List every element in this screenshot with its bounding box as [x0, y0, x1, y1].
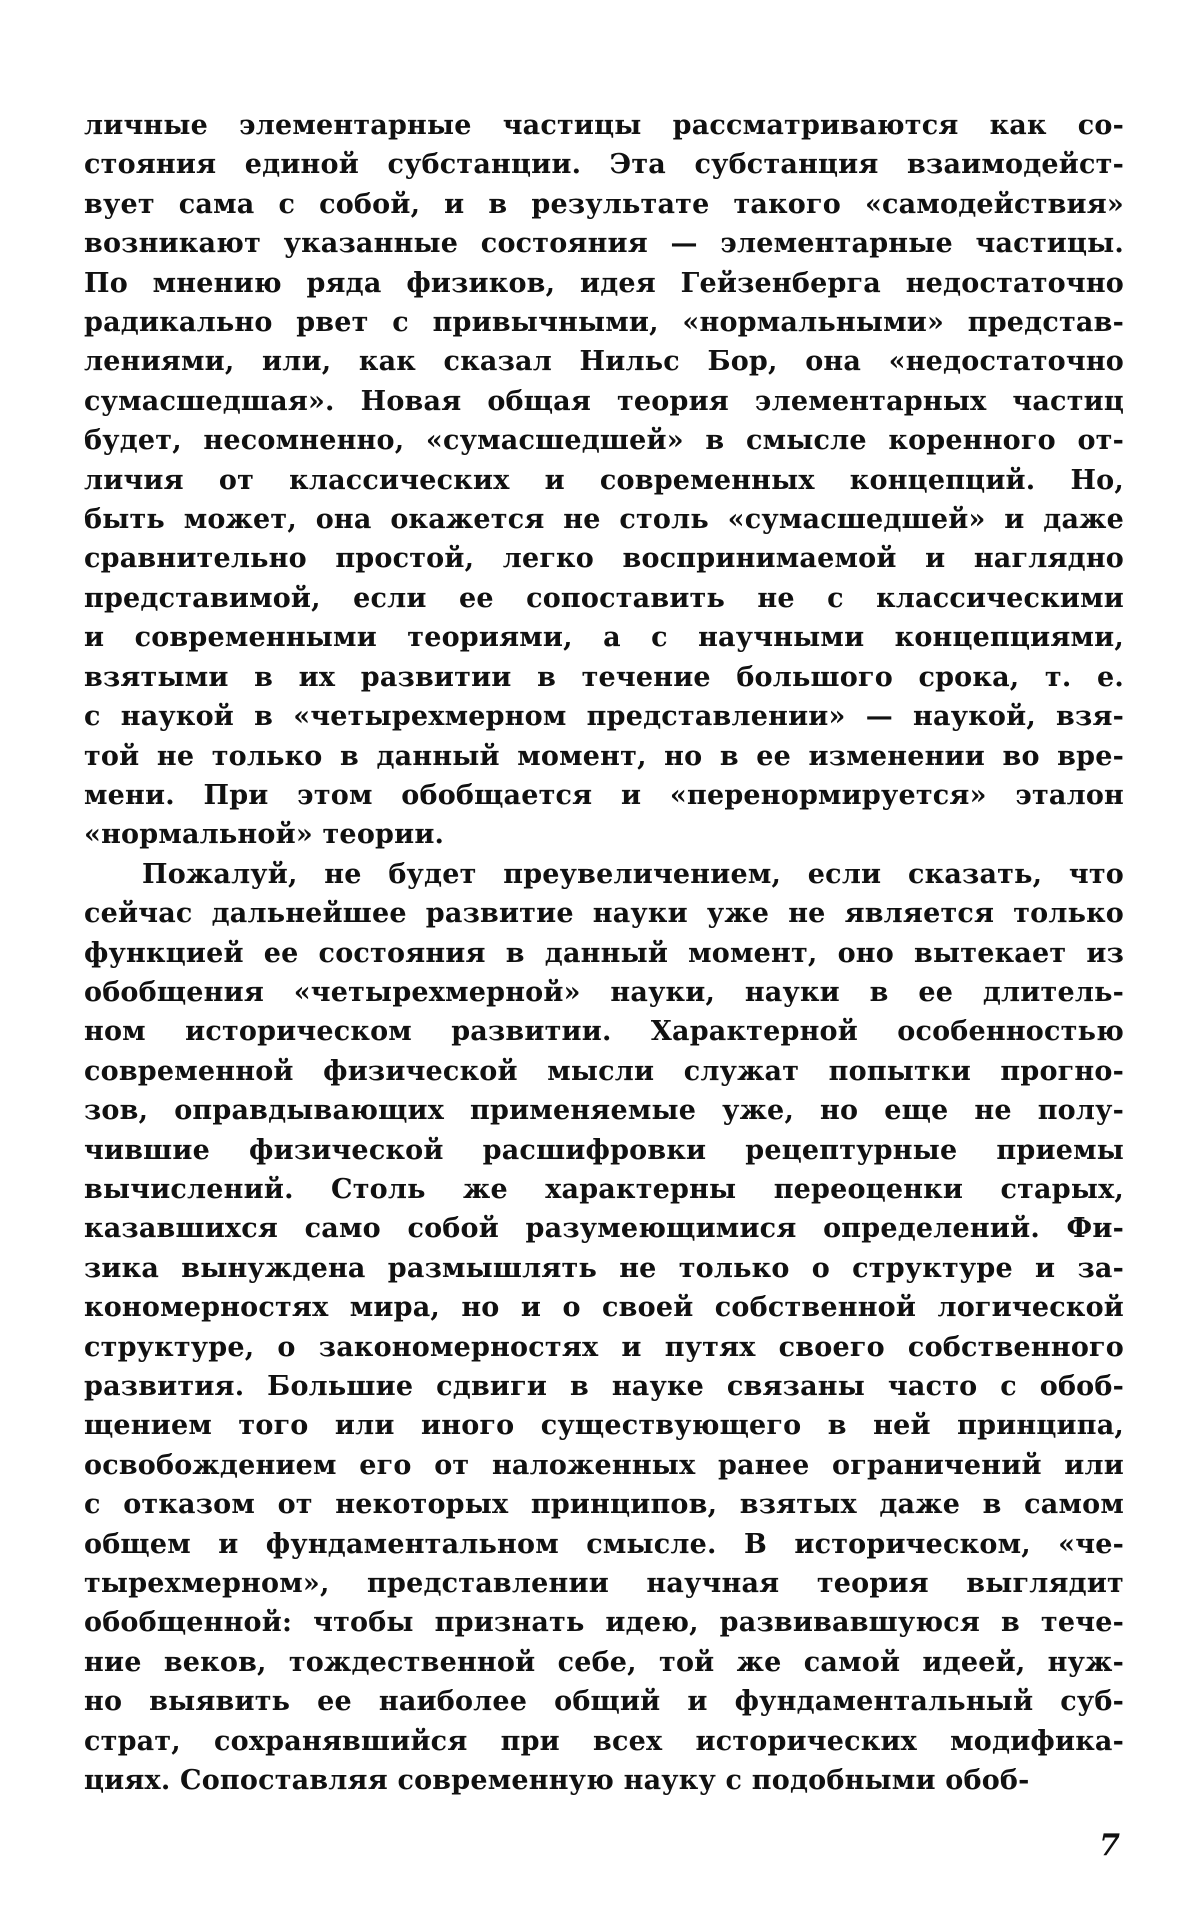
text-line: но выявить ее наиболее общий и фундаментальный суб- [84, 1686, 1124, 1718]
text-line: сумасшедшая». Новая общая теория элементарных частиц [84, 385, 1124, 417]
text-line: кономерностях мира, но и о своей собственной логической [84, 1292, 1124, 1324]
text-line: современной физической мысли служат попытки прогно- [84, 1055, 1124, 1087]
text-line: взятыми в их развитии в течение большого срока, т. е. [84, 661, 1124, 693]
paragraph-2 [84, 855, 1124, 1801]
text-line: щением того или иного существующего в ней принципа, [84, 1410, 1124, 1442]
text-line: чившие физической расшифровки рецептурные приемы [84, 1134, 1124, 1166]
text-line: будет, несомненно, «сумасшедшей» в смысле коренного от- [84, 425, 1124, 457]
text-line: возникают указанные состояния — элементарные частицы. [84, 228, 1124, 260]
text-line: обобщения «четырехмерной» науки, науки в ее длитель- [84, 976, 1124, 1008]
text-line: структуре, о закономерностях и путях своего собственного [84, 1331, 1124, 1363]
text-line: с отказом от некоторых принципов, взятых даже в самом [84, 1489, 1124, 1521]
text-line: «нормальной» теории. [84, 819, 445, 851]
text-line: лениями, или, как сказал Нильс Бор, она «недостаточно [84, 346, 1124, 378]
text-line: с наукой в «четырехмерном представлении» — наукой, взя- [84, 701, 1124, 733]
text-line: сравнительно простой, легко воспринимаемой и наглядно [84, 543, 1124, 575]
text-line: обобщенной: чтобы признать идею, развивавшуюся в тече- [84, 1607, 1124, 1639]
text-line: личия от классических и современных концепций. Но, [84, 464, 1124, 496]
text-line: мени. При этом обобщается и «перенормируется» эталон [84, 779, 1124, 811]
paragraph-1 [84, 106, 1124, 855]
text-line: той не только в данный момент, но в ее изменении во вре- [84, 740, 1124, 772]
text-line: страт, сохранявшийся при всех исторических модифика- [84, 1725, 1124, 1757]
text-line: вычислений. Столь же характерны переоценки старых, [84, 1173, 1124, 1205]
text-line: представимой, если ее сопоставить не с классическими [84, 582, 1124, 614]
text-line: Пожалуй, не будет преувеличением, если сказать, что [142, 858, 1124, 890]
text-line: освобождением его от наложенных ранее ограничений или [84, 1449, 1124, 1481]
text-line: и современными теориями, а с научными концепциями, [84, 622, 1124, 654]
text-line: ние веков, тождественной себе, той же самой идеей, нуж- [84, 1646, 1124, 1678]
text-line: тырехмерном», представлении научная теория выглядит [84, 1568, 1124, 1600]
text-line: быть может, она окажется не столь «сумасшедшей» и даже [84, 504, 1124, 536]
body-text [84, 106, 1124, 1800]
page-number: 7 [1099, 1828, 1120, 1863]
text-line: ном историческом развитии. Характерной особенностью [84, 1016, 1124, 1048]
text-line: казавшихся само собой разумеющимися определений. Фи- [84, 1213, 1124, 1245]
text-line: По мнению ряда физиков, идея Гейзенберга недостаточно [84, 267, 1124, 299]
text-line: сейчас дальнейшее развитие науки уже не является только [84, 898, 1124, 930]
text-line: зов, оправдывающих применяемые уже, но еще не полу- [84, 1095, 1124, 1127]
text-line: вует сама с собой, и в результате такого «самодействия» [84, 188, 1124, 220]
text-line: циях. Сопоставляя современную науку с подобными обоб- [84, 1765, 1030, 1797]
text-line: функцией ее состояния в данный момент, оно вытекает из [84, 937, 1124, 969]
text-line: личные элементарные частицы рассматриваются как со- [84, 110, 1124, 141]
text-line: общем и фундаментальном смысле. В историческом, «че- [84, 1528, 1124, 1560]
text-line: стояния единой субстанции. Эта субстанция взаимодейст- [84, 149, 1124, 181]
text-line: радикально рвет с привычными, «нормальными» представ- [84, 307, 1124, 339]
text-line: развития. Большие сдвиги в науке связаны часто с обоб- [84, 1371, 1124, 1402]
text-line: зика вынуждена размышлять не только о структуре и за- [84, 1252, 1124, 1284]
